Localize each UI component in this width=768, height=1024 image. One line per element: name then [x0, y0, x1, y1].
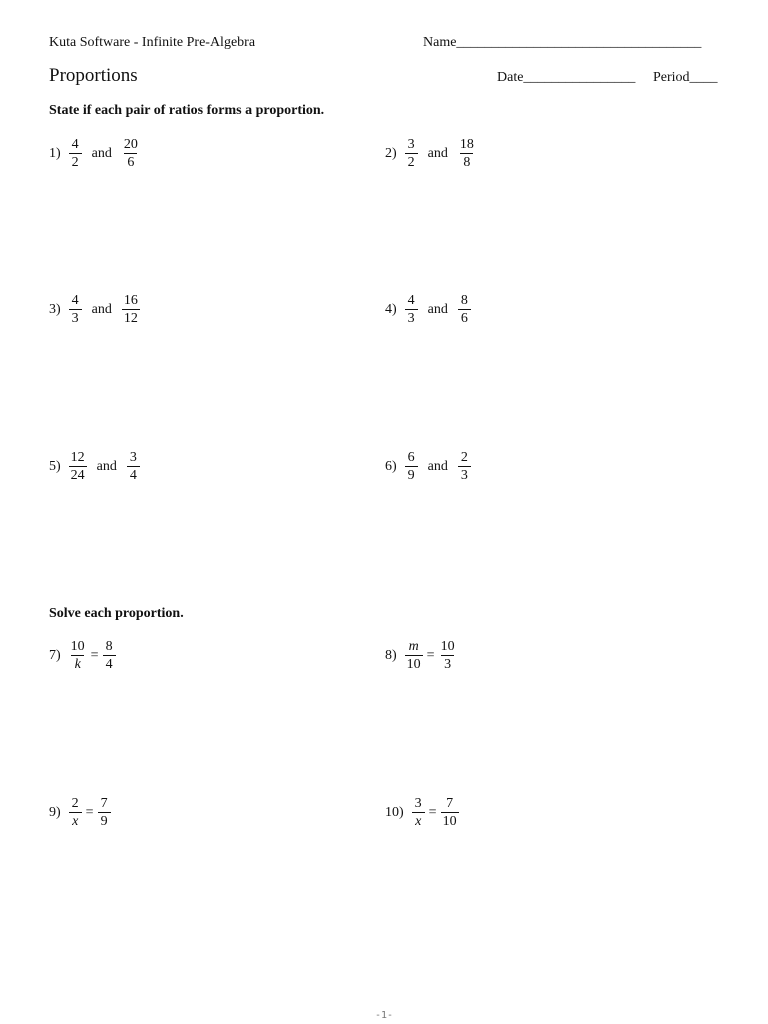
- problem-10: [385, 796, 461, 829]
- numerator: 8: [105, 639, 113, 654]
- name-field[interactable]: Name___________________________________: [423, 35, 702, 50]
- numerator: 7: [100, 796, 108, 811]
- and-word: and: [427, 458, 448, 474]
- numerator: 4: [407, 293, 415, 308]
- fraction-b: [122, 293, 140, 326]
- numerator: 18: [459, 137, 474, 152]
- and-word: and: [427, 145, 448, 161]
- fraction-a: [412, 796, 425, 829]
- fraction-b: [98, 796, 111, 829]
- fraction-a: [69, 796, 82, 829]
- problem-9: [49, 796, 113, 829]
- problem-1: [49, 137, 142, 170]
- denominator: 9: [405, 466, 418, 483]
- numerator: 3: [129, 450, 137, 465]
- section2-instruction: Solve each proportion.: [49, 606, 184, 621]
- and-word: and: [91, 301, 112, 317]
- problem-7: [49, 639, 118, 672]
- equals-sign: =: [428, 804, 437, 820]
- problem-number: 2): [385, 145, 397, 161]
- problem-5: [49, 450, 142, 483]
- denominator: 3: [441, 655, 454, 672]
- problem-number: 6): [385, 458, 397, 474]
- denominator: 6: [458, 309, 471, 326]
- numerator: 4: [71, 293, 79, 308]
- fraction-a: [405, 450, 418, 483]
- fraction-b: [458, 293, 471, 326]
- numerator: m: [408, 639, 419, 654]
- problem-number: 1): [49, 145, 61, 161]
- denominator: 10: [442, 814, 457, 829]
- fraction-b: [122, 137, 140, 170]
- denominator: x: [69, 812, 82, 829]
- equals-sign: =: [90, 647, 99, 663]
- equals-sign: =: [426, 647, 435, 663]
- page-number: -1-: [374, 1010, 394, 1021]
- denominator: x: [412, 812, 425, 829]
- problem-number: 3): [49, 301, 61, 317]
- numerator: 12: [70, 450, 85, 465]
- fraction-a: [69, 137, 82, 170]
- numerator: 20: [123, 137, 138, 152]
- fraction-b: [441, 796, 459, 829]
- denominator: 2: [405, 153, 418, 170]
- period-field[interactable]: Period____: [653, 70, 718, 85]
- denominator: 4: [103, 655, 116, 672]
- denominator: 4: [127, 466, 140, 483]
- fraction-b: [439, 639, 457, 672]
- fraction-a: [405, 639, 423, 672]
- denominator: 12: [123, 311, 138, 326]
- denominator: 3: [405, 309, 418, 326]
- numerator: 10: [70, 639, 85, 654]
- problem-8: [385, 639, 459, 672]
- fraction-a: [405, 293, 418, 326]
- numerator: 16: [123, 293, 138, 308]
- date-field[interactable]: Date________________: [497, 70, 636, 85]
- problem-number: 5): [49, 458, 61, 474]
- numerator: 4: [71, 137, 79, 152]
- and-word: and: [91, 145, 112, 161]
- denominator: 3: [69, 309, 82, 326]
- denominator: 3: [458, 466, 471, 483]
- fraction-b: [458, 137, 476, 170]
- fraction-b: [103, 639, 116, 672]
- denominator: 10: [406, 657, 421, 672]
- problem-number: 4): [385, 301, 397, 317]
- problem-2: [385, 137, 478, 170]
- problem-6: [385, 450, 473, 483]
- fraction-a: [69, 639, 87, 672]
- fraction-b: [127, 450, 140, 483]
- problem-4: [385, 293, 473, 326]
- numerator: 8: [460, 293, 468, 308]
- numerator: 2: [460, 450, 468, 465]
- equals-sign: =: [85, 804, 94, 820]
- denominator: 9: [98, 812, 111, 829]
- and-word: and: [96, 458, 117, 474]
- denominator: 8: [460, 153, 473, 170]
- denominator: 24: [70, 468, 85, 483]
- fraction-a: [405, 137, 418, 170]
- worksheet-title: Proportions: [49, 65, 138, 86]
- denominator: 2: [69, 153, 82, 170]
- denominator: 6: [124, 153, 137, 170]
- denominator: k: [71, 655, 84, 672]
- problem-3: [49, 293, 142, 326]
- problem-number: 8): [385, 647, 397, 663]
- numerator: 2: [71, 796, 79, 811]
- numerator: 10: [440, 639, 455, 654]
- fraction-a: [69, 293, 82, 326]
- publisher-label: Kuta Software - Infinite Pre-Algebra: [49, 35, 256, 50]
- numerator: 3: [407, 137, 415, 152]
- numerator: 7: [446, 796, 454, 811]
- problem-number: 10): [385, 804, 404, 820]
- numerator: 6: [407, 450, 415, 465]
- and-word: and: [427, 301, 448, 317]
- section1-instruction: State if each pair of ratios forms a proportion.: [49, 103, 325, 118]
- problem-number: 9): [49, 804, 61, 820]
- fraction-b: [458, 450, 471, 483]
- fraction-a: [69, 450, 87, 483]
- numerator: 3: [414, 796, 422, 811]
- problem-number: 7): [49, 647, 61, 663]
